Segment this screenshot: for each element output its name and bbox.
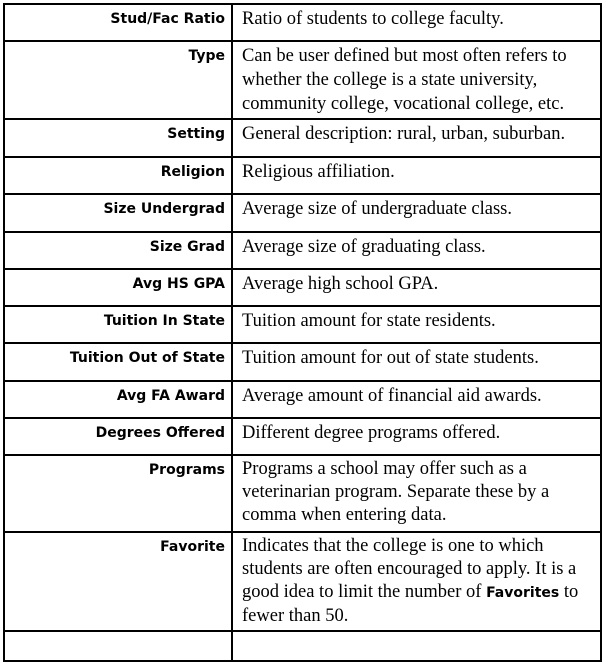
table-row (4, 119, 601, 157)
table-row (4, 343, 601, 381)
field-description: Different degree programs offered. (232, 418, 601, 455)
field-description: Tuition amount for out of state students. (232, 343, 601, 381)
table-row (4, 269, 601, 306)
field-definitions-table (3, 3, 602, 662)
table-row (4, 157, 601, 194)
field-label: Avg FA Award (4, 381, 232, 418)
field-label: Programs (4, 455, 232, 532)
description-text: to fewer than 50. (242, 582, 579, 626)
field-description: Average size of undergraduate class. (232, 194, 601, 232)
field-description (232, 631, 601, 661)
field-label: Tuition Out of State (4, 343, 232, 381)
table-row (4, 41, 601, 119)
table-row (4, 306, 601, 343)
description-bold-term: Favorites (486, 585, 560, 601)
field-description: General description: rural, urban, suburban. (232, 119, 601, 157)
field-description: Average size of graduating class. (232, 232, 601, 269)
field-label: Stud/Fac Ratio (4, 4, 232, 41)
table-row-partial (4, 631, 601, 661)
field-description: Can be user defined but most often refers to whether the college is a state university, community college, vocational college, etc. (232, 41, 601, 119)
field-label: Favorite (4, 532, 232, 631)
field-label: Degrees Offered (4, 418, 232, 455)
field-label: Size Undergrad (4, 194, 232, 232)
table-row (4, 455, 601, 532)
field-description (232, 532, 601, 631)
field-label: Size Grad (4, 232, 232, 269)
field-description: Ratio of students to college faculty. (232, 4, 601, 41)
field-label (4, 631, 232, 661)
table-row (4, 232, 601, 269)
field-description: Average amount of financial aid awards. (232, 381, 601, 418)
field-label: Tuition In State (4, 306, 232, 343)
field-label: Type (4, 41, 232, 119)
field-description: Average high school GPA. (232, 269, 601, 306)
table-row (4, 194, 601, 232)
field-description: Programs a school may offer such as a veterinarian program. Separate these by a comma when entering data. (232, 455, 601, 532)
field-label: Avg HS GPA (4, 269, 232, 306)
table-row (4, 532, 601, 631)
field-label: Setting (4, 119, 232, 157)
field-description: Tuition amount for state residents. (232, 306, 601, 343)
table-row (4, 381, 601, 418)
table-row (4, 4, 601, 41)
description-text: Indicates that the college is one to which students are often encouraged to apply. It is a good idea to limit the number of (242, 536, 577, 602)
field-description: Religious affiliation. (232, 157, 601, 194)
table-row (4, 418, 601, 455)
field-label: Religion (4, 157, 232, 194)
